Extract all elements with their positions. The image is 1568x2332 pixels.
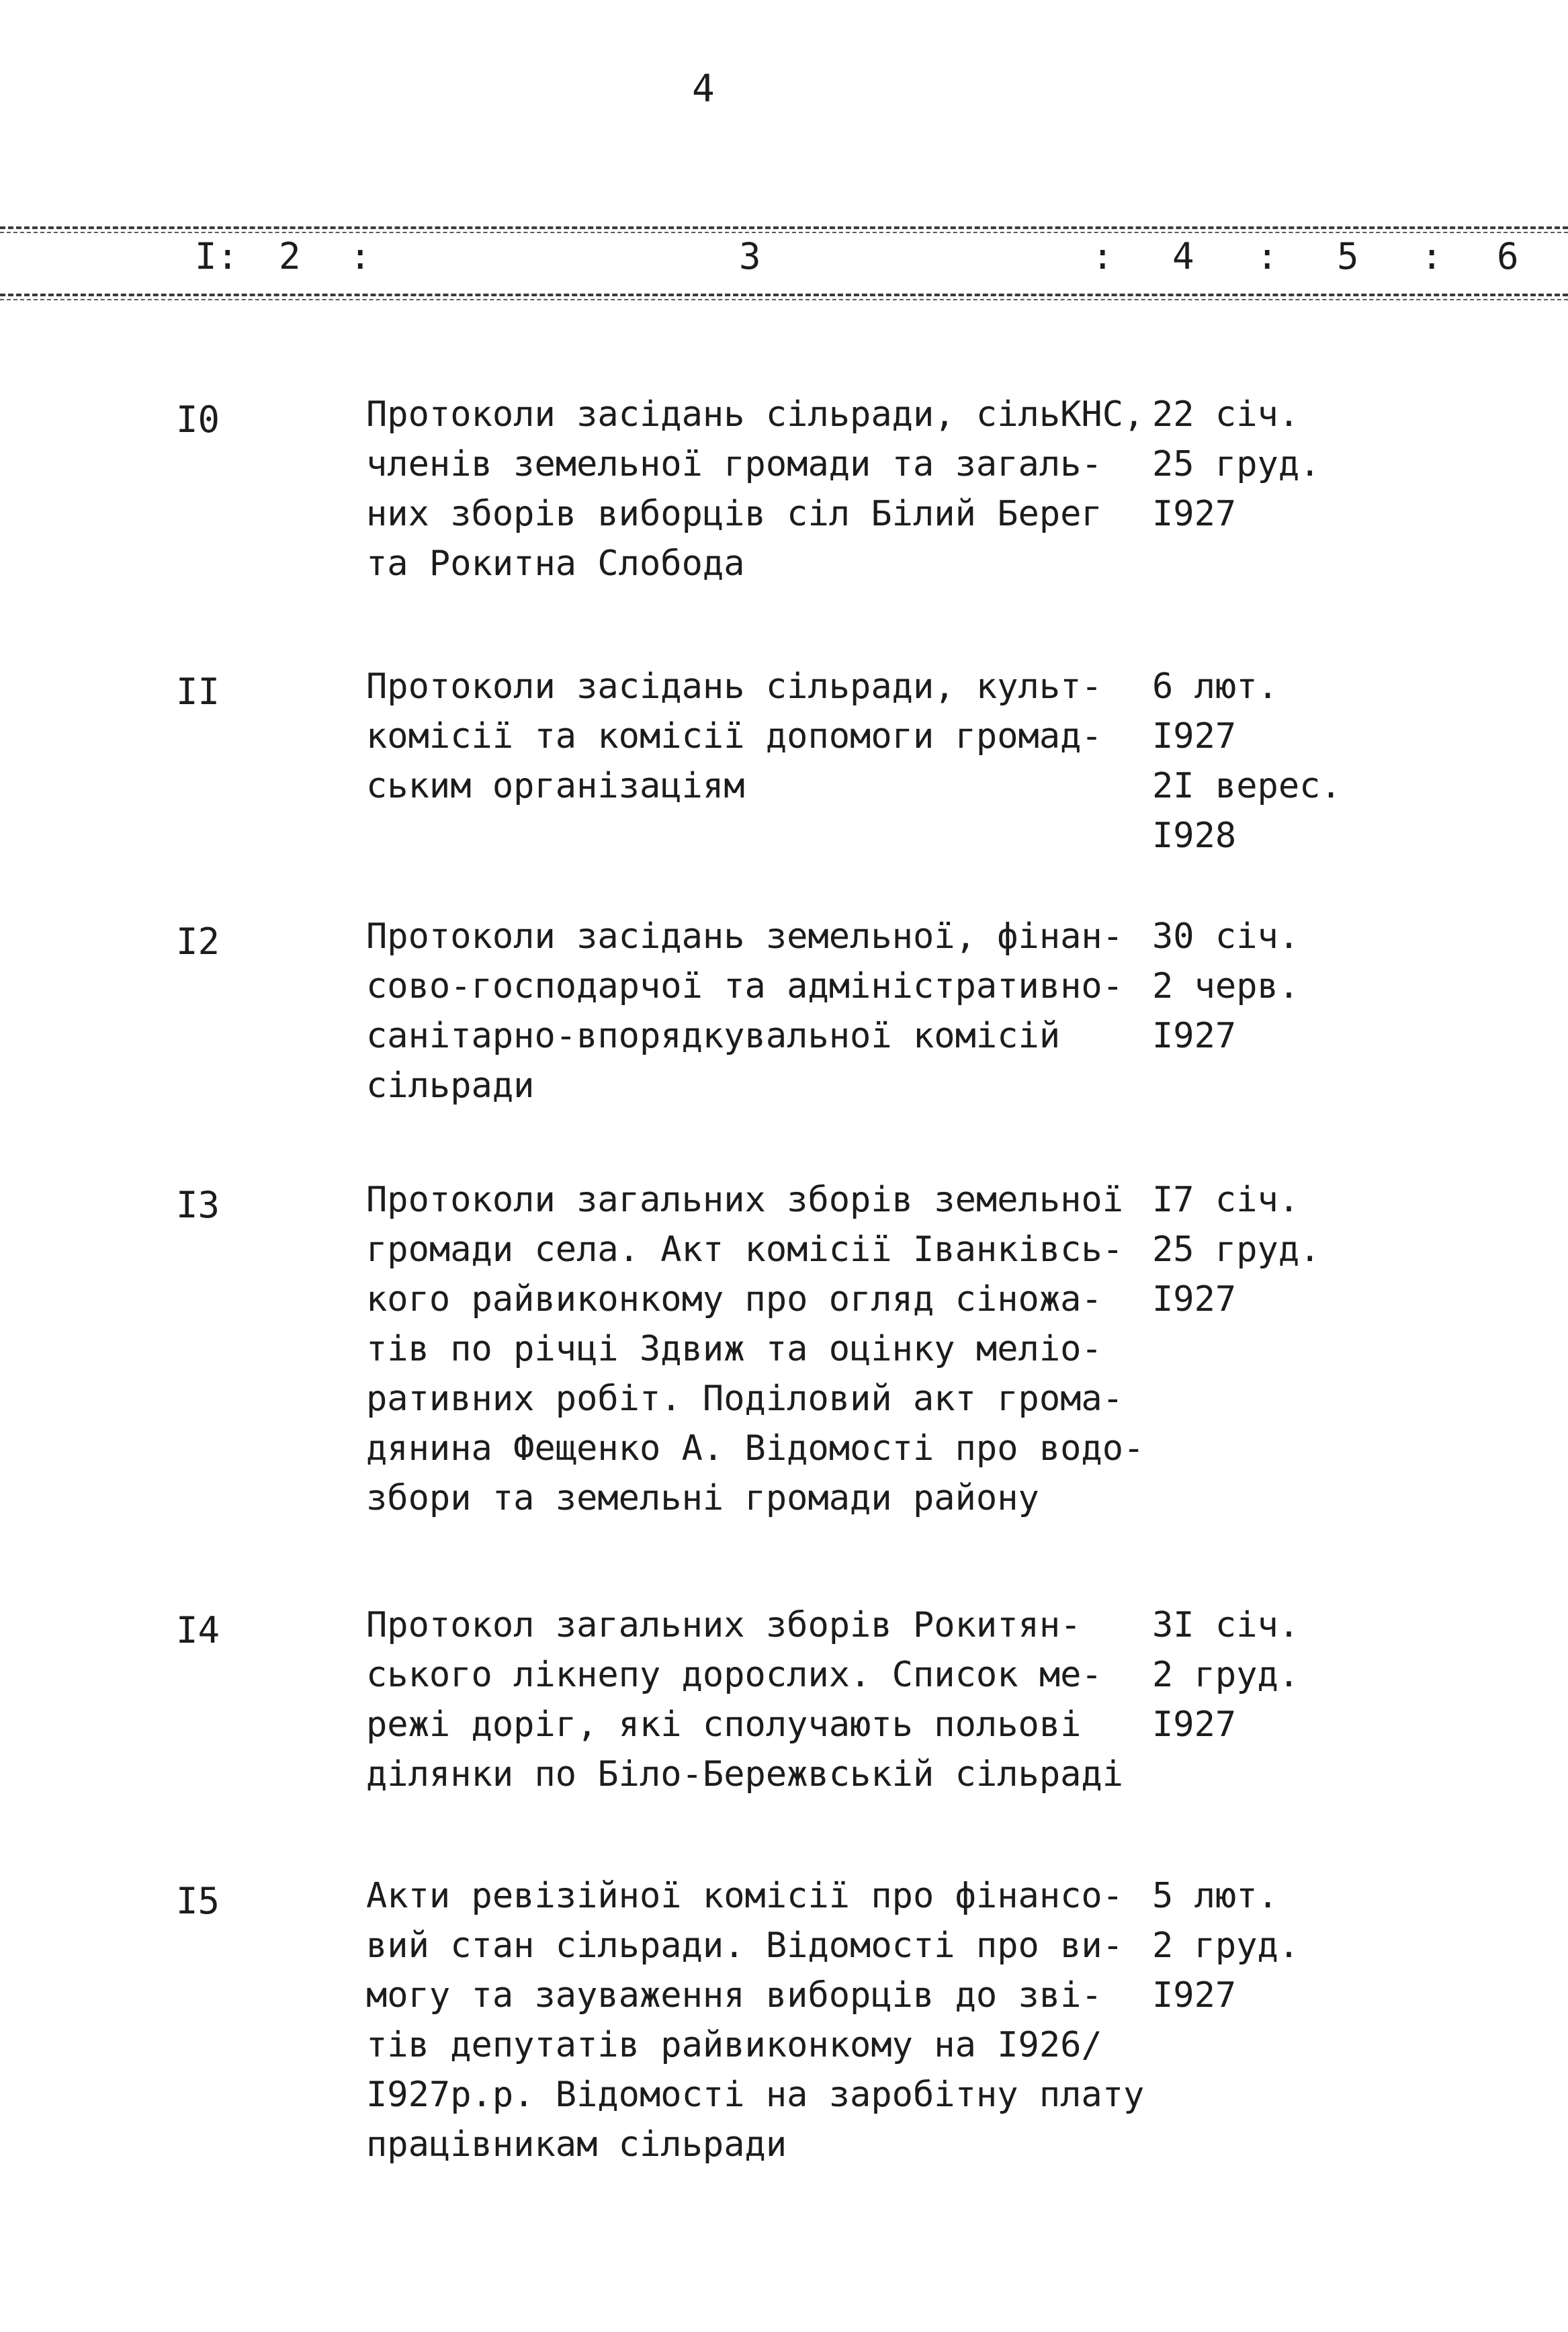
date-line: 25 груд. (1152, 1229, 1321, 1270)
description-line: дянина Фещенко А. Відомості про водо- (366, 1428, 1145, 1469)
description-line: ським організаціям (366, 766, 745, 806)
date-line: 30 січ. (1152, 916, 1300, 957)
date-line: 2 груд. (1152, 1655, 1300, 1695)
entry-number: I4 (176, 1609, 220, 1651)
column-header-separator: : (1421, 235, 1443, 277)
entry-dates (1152, 662, 1448, 861)
column-header-6: 6 (1497, 235, 1519, 277)
column-header-separator: : (1256, 235, 1278, 277)
date-line: 2I верес. (1152, 766, 1342, 806)
column-header-separator: : (1092, 235, 1114, 277)
entry-number: I0 (176, 398, 220, 441)
description-line: громади села. Акт комісії Іванківсь- (366, 1229, 1124, 1270)
date-line: 3I січ. (1152, 1605, 1300, 1645)
description-line: сільради (366, 1066, 535, 1106)
entry-number: II (176, 671, 220, 713)
description-line: членів земельної громади та загаль- (366, 444, 1102, 484)
description-line: них зборів виборців сіл Білий Берег (366, 494, 1102, 534)
description-line: тів депутатів райвиконкому на I926/ (366, 2025, 1102, 2065)
date-line: I927 (1152, 1704, 1237, 1745)
description-line: тів по річці Здвиж та оцінку меліо- (366, 1329, 1102, 1369)
entry-description (366, 662, 1139, 811)
entry-number: I3 (176, 1184, 220, 1226)
description-line: сово-господарчої та адміністративно- (366, 966, 1124, 1006)
column-header-5: 5 (1337, 235, 1359, 277)
date-line: I927 (1152, 1279, 1237, 1320)
description-line: Протоколи засідань сільради, сільКНС, (366, 394, 1145, 435)
description-line: комісії та комісії допомоги громад- (366, 716, 1102, 757)
date-line: I927 (1152, 1975, 1237, 2016)
entry-description (366, 1600, 1139, 1799)
date-line: I927 (1152, 716, 1237, 757)
description-line: збори та земельні громади району (366, 1478, 1039, 1518)
description-line: ділянки по Біло-Бережвській сільраді (366, 1754, 1124, 1795)
description-line: вий стан сільради. Відомості про ви- (366, 1926, 1124, 1966)
header-bottom-rule (0, 294, 1568, 296)
column-header-separator: : (349, 235, 372, 277)
description-line: працівникам сільради (366, 2124, 787, 2165)
entry-number: I5 (176, 1880, 220, 1922)
column-header-1: I: (195, 235, 239, 277)
date-line: 25 груд. (1152, 444, 1321, 484)
date-line: I928 (1152, 816, 1237, 856)
entry-dates (1152, 390, 1448, 539)
entry-description (366, 1175, 1145, 1523)
date-line: 2 черв. (1152, 966, 1300, 1006)
date-line: 22 січ. (1152, 394, 1300, 435)
column-header-3: 3 (739, 235, 761, 277)
description-line: Протоколи засідань земельної, фінан- (366, 916, 1124, 957)
entry-description (366, 1871, 1145, 2169)
entry-number: I2 (176, 920, 220, 963)
description-line: та Рокитна Слобода (366, 544, 745, 584)
description-line: могу та зауваження виборців до зві- (366, 1975, 1102, 2016)
entry-dates (1152, 1600, 1448, 1750)
date-line: 6 лют. (1152, 666, 1278, 707)
description-line: санітарно-впорядкувальної комісій (366, 1016, 1061, 1056)
column-header-4: 4 (1172, 235, 1194, 277)
date-line: I927 (1152, 1016, 1237, 1056)
entry-dates (1152, 912, 1448, 1061)
description-line: I927р.р. Відомості на заробітну плату (366, 2075, 1145, 2115)
entry-description (366, 390, 1145, 589)
description-line: Протоколи загальних зборів земельної (366, 1180, 1124, 1220)
header-top-rule-secondary (0, 232, 1568, 233)
header-top-rule (0, 226, 1568, 229)
date-line: I7 січ. (1152, 1180, 1300, 1220)
date-line: 2 груд. (1152, 1926, 1300, 1966)
page-number: 4 (692, 67, 715, 111)
description-line: кого райвиконкому про огляд сінoжа- (366, 1279, 1102, 1320)
description-line: Протокол загальних зборів Рокитян- (366, 1605, 1082, 1645)
entry-description (366, 912, 1139, 1111)
entry-dates (1152, 1871, 1448, 2020)
description-line: ського лікнепу дорослих. Список ме- (366, 1655, 1102, 1695)
entry-dates (1152, 1175, 1448, 1324)
description-line: режі доріг, які сполучають польові (366, 1704, 1082, 1745)
column-header-2: 2 (279, 235, 301, 277)
description-line: Протоколи засідань сільради, культ- (366, 666, 1102, 707)
header-bottom-rule-secondary (0, 299, 1568, 300)
description-line: ративних робіт. Поділовий акт грома- (366, 1379, 1124, 1419)
description-line: Акти ревізійної комісії про фінансо- (366, 1876, 1124, 1916)
date-line: I927 (1152, 494, 1237, 534)
date-line: 5 лют. (1152, 1876, 1278, 1916)
